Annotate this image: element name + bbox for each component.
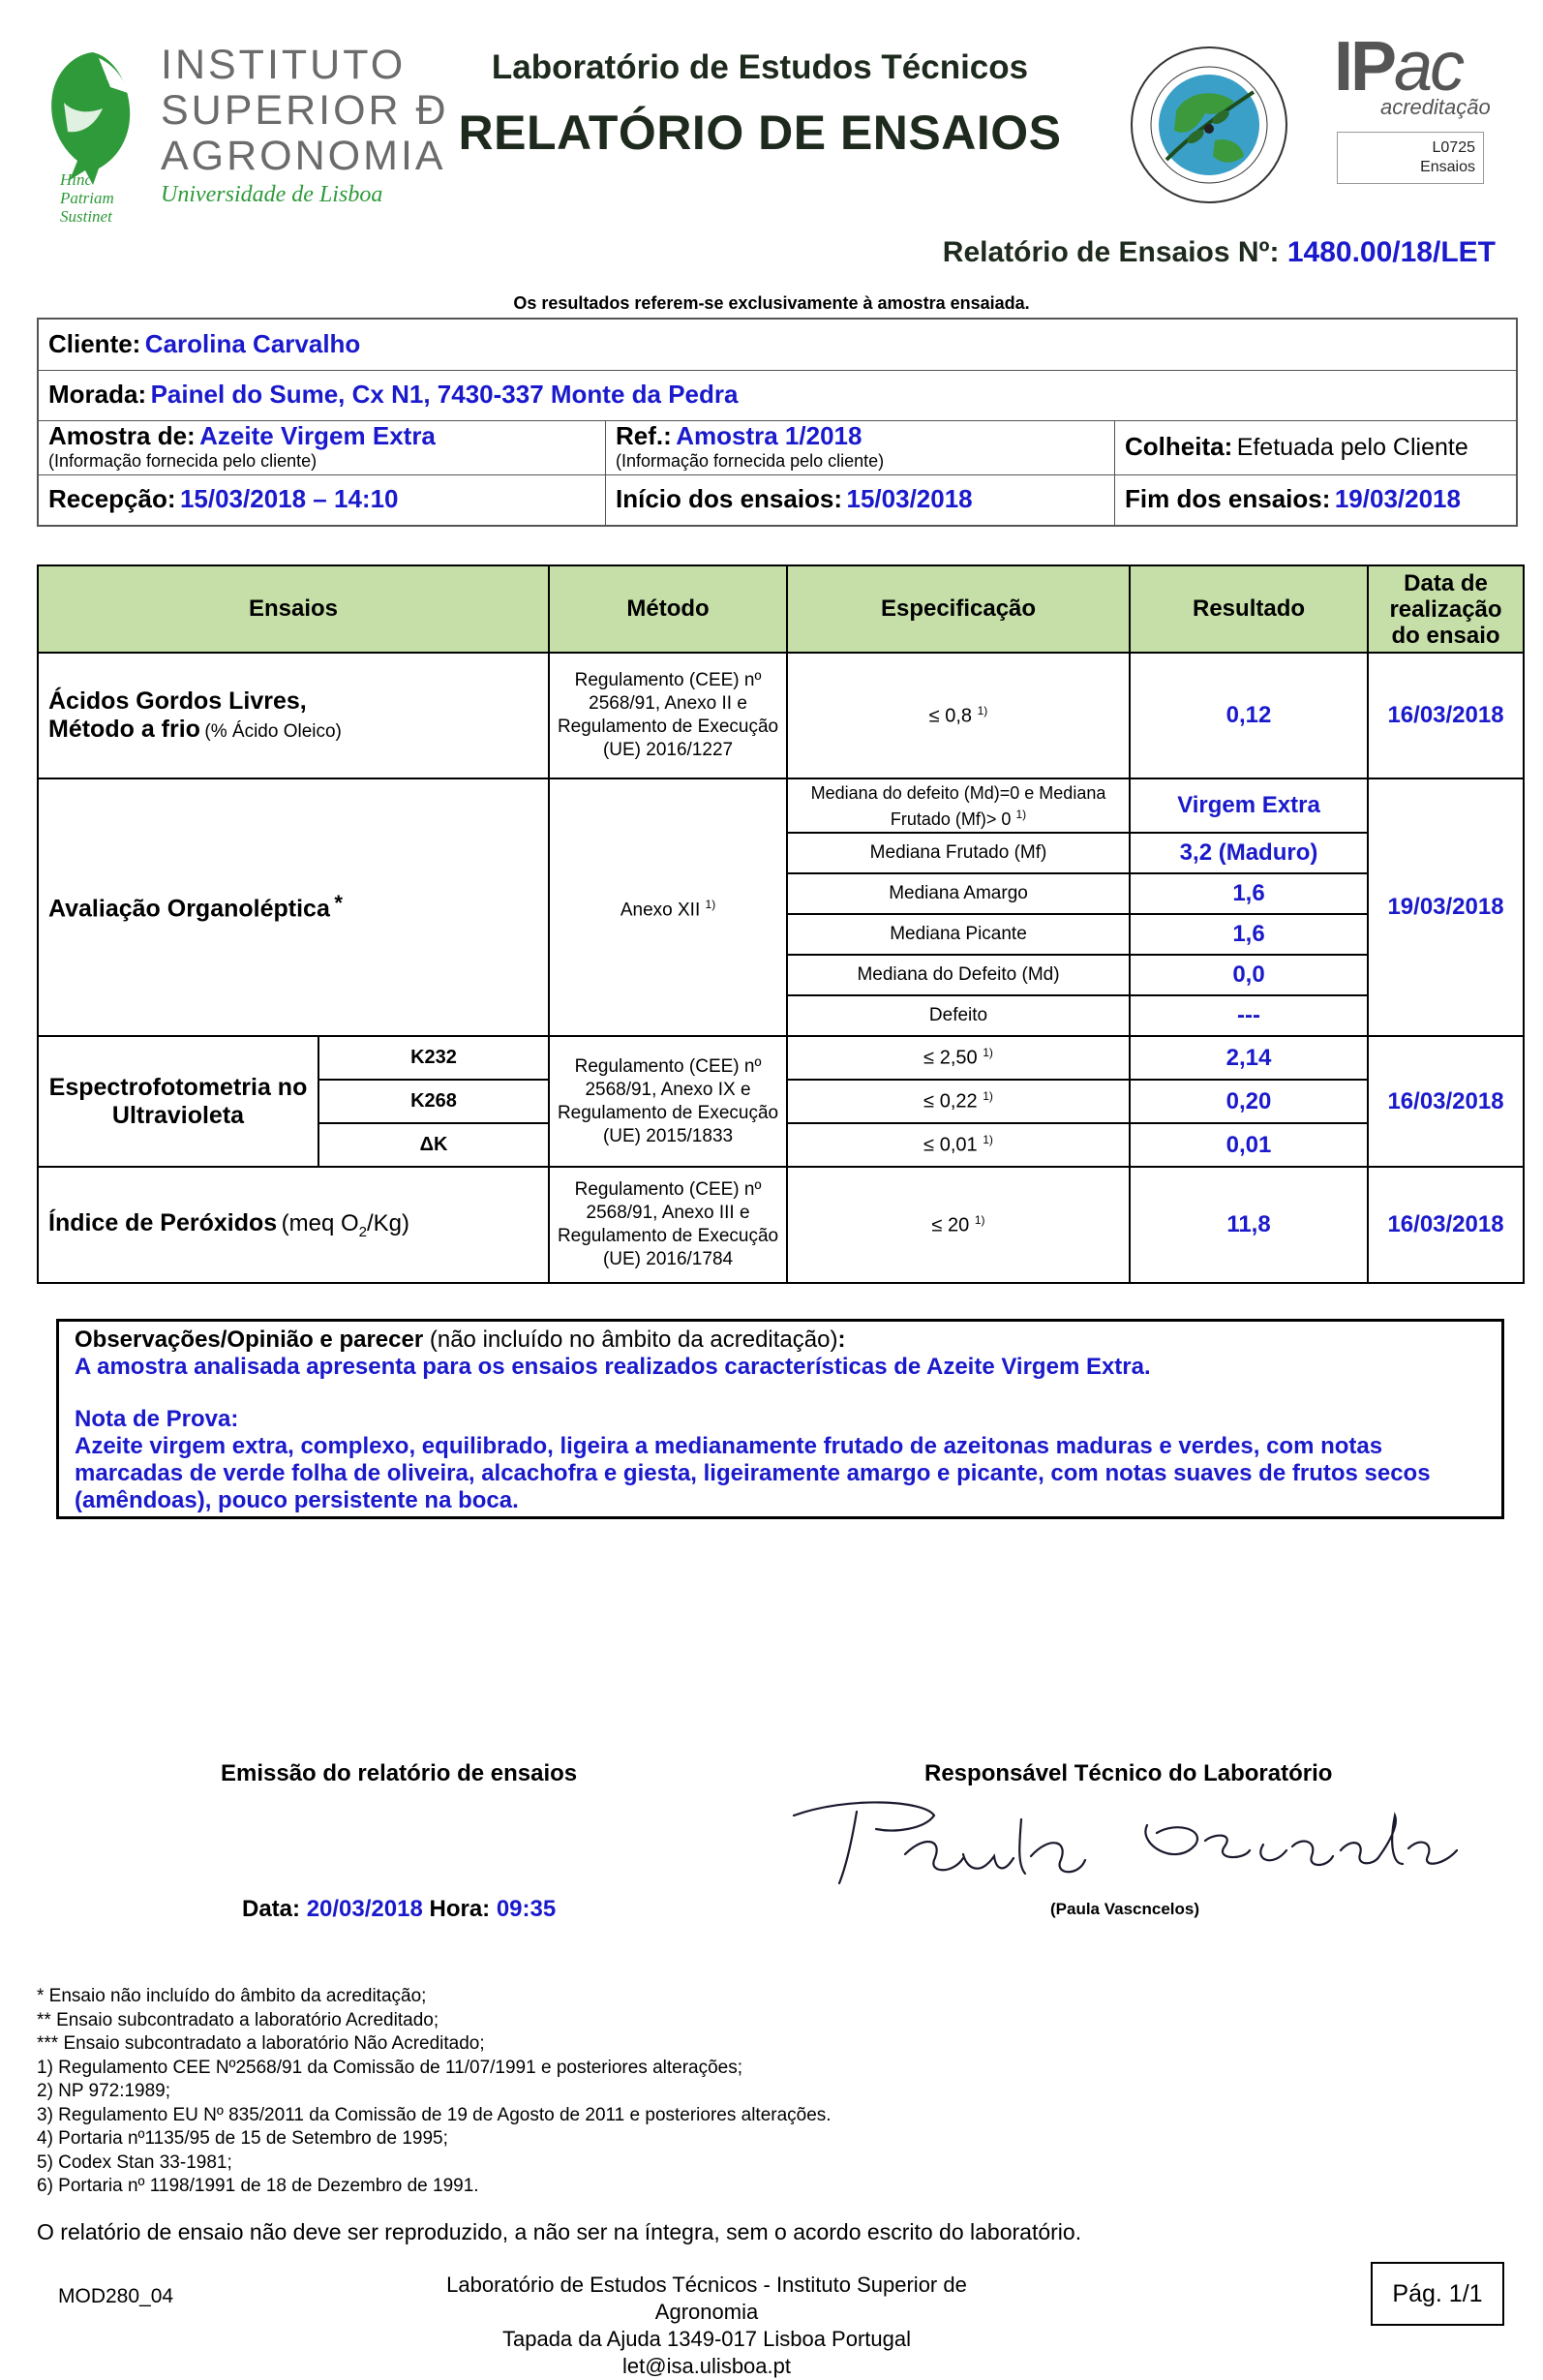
report-number: Relatório de Ensaios Nº: 1480.00/18/LET bbox=[942, 236, 1496, 268]
lab-title: Laboratório de Estudos Técnicos bbox=[491, 48, 1029, 86]
handwritten-signature bbox=[789, 1786, 1467, 1893]
footnote: 4) Portaria nº1135/95 de 15 de Setembro de 1995; bbox=[37, 2128, 448, 2149]
colheita-cell: Colheita: Efetuada pelo Cliente bbox=[1125, 432, 1468, 461]
address-row: Morada: Painel do Sume, Cx N1, 7430-337 Monte da Pedra bbox=[39, 370, 1516, 421]
uv-param: K268 bbox=[318, 1080, 549, 1123]
emission-date: Data: 20/03/2018 Hora: 09:35 bbox=[242, 1896, 557, 1922]
method-cell: Regulamento (CEE) nº 2568/91, Anexo III e Regulamento de Execução (UE) 2016/1784 bbox=[549, 1167, 787, 1283]
form-code: MOD280_04 bbox=[58, 2285, 174, 2307]
test-peroxidos: Índice de Peróxidos (meq $O_2/Kg$) bbox=[38, 1167, 549, 1283]
footnote: * Ensaio não incluído do âmbito da acreditação; bbox=[37, 1986, 427, 2006]
table-row bbox=[38, 778, 1524, 833]
result-cell: 11,8 bbox=[1130, 1167, 1368, 1283]
test-organoleptica: Avaliação Organoléptica * bbox=[38, 778, 549, 1036]
footnote: 1) Regulamento CEE Nº2568/91 da Comissão de 11/07/1991 e posteriores alterações; bbox=[37, 2057, 743, 2078]
table-header-row bbox=[38, 565, 1524, 653]
footnote: 6) Portaria nº 1198/1991 de 18 de Dezembro de 1991. bbox=[37, 2176, 479, 2196]
ipac-code-box: L0725 Ensaios bbox=[1337, 132, 1484, 184]
result-cell: --- bbox=[1130, 995, 1368, 1036]
result-cell: 0,0 bbox=[1130, 955, 1368, 995]
obs-conclusion: A amostra analisada apresenta para os ensaios realizados características de Azeite Virgem Extra. bbox=[75, 1354, 1151, 1380]
result-cell: 1,6 bbox=[1130, 873, 1368, 914]
header-resultado: Resultado bbox=[1130, 565, 1368, 653]
observations-box: Observações/Opinião e parecer (não incluído no âmbito da acreditação): A amostra analisada apresenta para os ensaios realizados características de Azeite Virgem Extra. Nota de Prova: Azeite virgem extra, complexo, equilibrado, ligeira a medianamente frutado de azeitonas maduras e verdes, com notas marcadas de verde folha de oliveira, alcachofra e giesta, ligeiramente amargo e picante, com notas suaves de frutos secos (amêndoas), pouco persistente na boca. bbox=[56, 1319, 1504, 1519]
header-metodo: Método bbox=[549, 565, 787, 653]
footnote: *** Ensaio subcontradato a laboratório Não Acreditado; bbox=[37, 2033, 485, 2054]
spec-cell: Mediana do Defeito (Md) bbox=[787, 955, 1130, 995]
table-row bbox=[38, 1167, 1524, 1283]
footnote: 3) Regulamento EU Nº 835/2011 da Comissão de 19 de Agosto de 2011 e posteriores alterações. bbox=[37, 2104, 832, 2125]
footnote: ** Ensaio subcontradato a laboratório Acreditado; bbox=[37, 2009, 439, 2030]
dates-row bbox=[39, 474, 1516, 527]
client-info-box bbox=[37, 318, 1518, 527]
spec-cell: ≤ 0,22 $^{1)}$ bbox=[787, 1080, 1130, 1123]
table-row bbox=[38, 1036, 1524, 1080]
coi-globe-logo bbox=[1128, 44, 1290, 206]
result-cell: 0,01 bbox=[1130, 1123, 1368, 1167]
ipac-logo: IPac bbox=[1334, 28, 1463, 106]
reception-cell: Recepção: 15/03/2018 – 14:10 bbox=[39, 474, 606, 527]
nota-title: Nota de Prova: bbox=[75, 1406, 239, 1432]
ref-cell: Ref.: Amostra 1/2018 (Informação fornecida pelo cliente) bbox=[606, 420, 1115, 474]
footer-address: Laboratório de Estudos Técnicos - Instituto Superior de Agronomia Tapada da Ajuda 1349-017 Lisboa Portugal let@isa.ulisboa.pt bbox=[446, 2273, 967, 2378]
result-cell: 3,2 (Maduro) bbox=[1130, 833, 1368, 873]
result-cell: 1,6 bbox=[1130, 914, 1368, 955]
ipac-acreditacao: acreditação bbox=[1380, 95, 1491, 119]
result-cell: 0,12 bbox=[1130, 653, 1368, 778]
result-cell: Virgem Extra bbox=[1130, 778, 1368, 833]
end-cell: Fim dos ensaios: 19/03/2018 bbox=[1125, 484, 1461, 513]
responsible-label: Responsável Técnico do Laboratório bbox=[924, 1760, 1333, 1786]
table-row bbox=[38, 653, 1524, 778]
footnote: 2) NP 972:1989; bbox=[37, 2081, 171, 2101]
start-cell: Início dos ensaios: 15/03/2018 bbox=[606, 474, 1115, 527]
signatory-name: (Paula Vascncelos) bbox=[1050, 1900, 1200, 1918]
footnotes bbox=[37, 1985, 832, 2199]
client-row: Cliente: Carolina Carvalho bbox=[39, 320, 1516, 371]
spec-cell: Defeito bbox=[787, 995, 1130, 1036]
date-cell: 16/03/2018 bbox=[1368, 1167, 1524, 1283]
method-cell: Anexo XII $^{1)}$ bbox=[549, 778, 787, 1036]
isa-motto: Hinc Patriam Sustinet bbox=[60, 170, 114, 226]
date-cell: 19/03/2018 bbox=[1368, 778, 1524, 1036]
header-especificacao: Especificação bbox=[787, 565, 1130, 653]
date-cell: 16/03/2018 bbox=[1368, 653, 1524, 778]
method-cell: Regulamento (CEE) nº 2568/91, Anexo IX e Regulamento de Execução (UE) 2015/1833 bbox=[549, 1036, 787, 1167]
sample-cell: Amostra de: Azeite Virgem Extra (Informação fornecida pelo cliente) bbox=[39, 420, 606, 474]
uv-param: K232 bbox=[318, 1036, 549, 1080]
isa-name: INSTITUTO SUPERIOR Ð AGRONOMIA bbox=[161, 42, 449, 179]
method-cell: Regulamento (CEE) nº 2568/91, Anexo II e Regulamento de Execução (UE) 2016/1227 bbox=[549, 653, 787, 778]
isa-subtitle: Universidade de Lisboa bbox=[161, 182, 383, 207]
spec-cell: Mediana do defeito (Md)=0 e Mediana Frutado (Mf)> 0 $^{1)}$ bbox=[787, 778, 1130, 833]
test-uv: Espectrofotometria no Ultravioleta bbox=[38, 1036, 318, 1167]
spec-cell: ≤ 20 $^{1)}$ bbox=[787, 1167, 1130, 1283]
report-title: RELATÓRIO DE ENSAIOS bbox=[458, 106, 1062, 160]
header-data: Data de realização do ensaio bbox=[1368, 565, 1524, 653]
result-cell: 0,20 bbox=[1130, 1080, 1368, 1123]
date-cell: 16/03/2018 bbox=[1368, 1036, 1524, 1167]
header-ensaios: Ensaios bbox=[38, 565, 549, 653]
isa-eagle-logo bbox=[35, 45, 151, 190]
spec-cell: Mediana Picante bbox=[787, 914, 1130, 955]
emission-label: Emissão do relatório de ensaios bbox=[221, 1760, 578, 1786]
result-cell: 2,14 bbox=[1130, 1036, 1368, 1080]
spec-cell: ≤ 0,01 $^{1)}$ bbox=[787, 1123, 1130, 1167]
spec-cell: ≤ 0,8 $^{1)}$ bbox=[787, 653, 1130, 778]
sample-row bbox=[39, 420, 1516, 475]
reproduction-notice: O relatório de ensaio não deve ser reproduzido, a não ser na íntegra, sem o acordo escrito do laboratório. bbox=[37, 2219, 1082, 2244]
spec-cell: ≤ 2,50 $^{1)}$ bbox=[787, 1036, 1130, 1080]
results-table bbox=[37, 564, 1525, 1284]
spec-cell: Mediana Frutado (Mf) bbox=[787, 833, 1130, 873]
spec-cell: Mediana Amargo bbox=[787, 873, 1130, 914]
page-number: Pág. 1/1 bbox=[1371, 2262, 1504, 2326]
uv-param: ΔK bbox=[318, 1123, 549, 1167]
nota-text: Azeite virgem extra, complexo, equilibrado, ligeira a medianamente frutado de azeitonas maduras e verdes, com notas marcadas de verde folha de oliveira, alcachofra e giesta, ligeiramente amargo e picante, com notas suaves de frutos secos (amêndoas), pouco persistente na boca. bbox=[75, 1433, 1431, 1513]
results-disclaimer: Os resultados referem-se exclusivamente à amostra ensaiada. bbox=[513, 293, 1030, 313]
footnote: 5) Codex Stan 33-1981; bbox=[37, 2151, 232, 2173]
test-acidez: Ácidos Gordos Livres, Método a frio (% Ácido Oleico) bbox=[38, 653, 549, 778]
